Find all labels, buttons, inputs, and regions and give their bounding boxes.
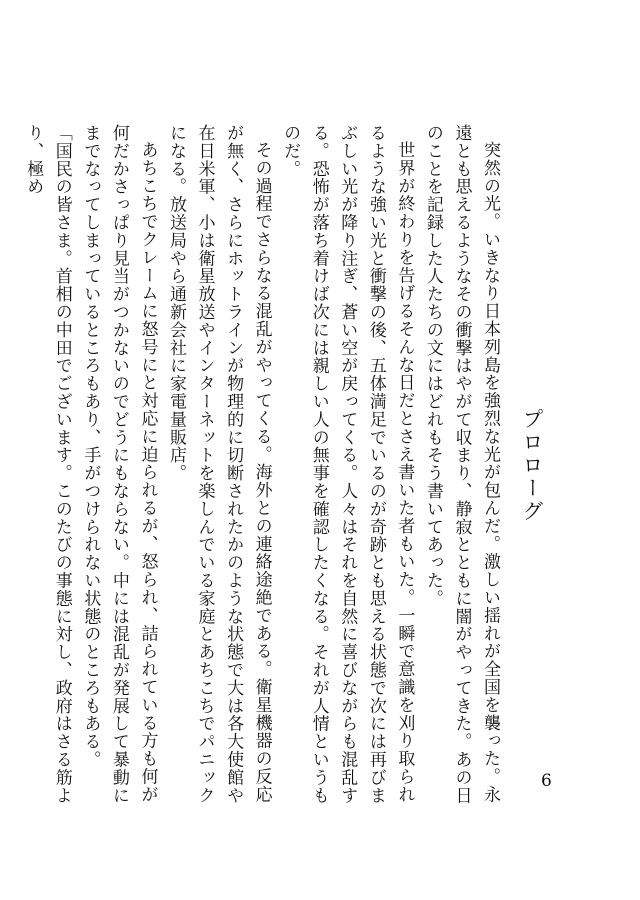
paragraph-3: その過程でさらなる混乱がやってくる。海外との連絡途絶である。衛星機器の反応が無く、さらにホットラインが物理的に切断されたかのような状態で大は各大使館や在日米軍、小は衛星放送やインターネットを楽しんでいる家庭とあちこちでパニックになる。放送局やら通新会社に家電量販店。 [165, 124, 272, 805]
paragraph-5: 「国民の皆さま。首相の中田でございます。このたびの事態に対し、政府はさる筋より、極め [23, 124, 72, 805]
body-text [23, 124, 504, 806]
paragraph-4: あちこちでクレームに怒号にと対応に迫られるが、怒られ、詰られている方も何が何だかさっぱり見当がつかないのでどうにもならない。中には混乱が発展して暴動にまでなってしまっているところもあり、手がつけられない状態のところもある。 [80, 124, 158, 805]
paragraph-2: 世界が終わりを告げるそんな日だとさえ書いた者もいた。一瞬で意識を刈り取られるような強い光と衝撃の後、五体満足でいるのが奇跡とも思える状態で次には再びまぶしい光が降り注ぎ、蒼い空が戻ってくる。人々はそれを自然に喜びながらも混乱する。恐怖が落ち着けば次には親しい人の無事を確認したくなる。それが人情というものだ。 [280, 124, 415, 805]
chapter-title: プロローグ [520, 408, 544, 523]
page-number: 6 [541, 771, 552, 791]
paragraph-1: 突然の光。いきなり日本列島を強烈な光が包んだ。激しい揺れが全国を襲った。永遠とも思えるようなその衝撃はやがて収まり、静寂とともに闇がやってきた。あの日のことを記録した人たちの文にはどれもそう書いてあった。 [422, 124, 500, 805]
